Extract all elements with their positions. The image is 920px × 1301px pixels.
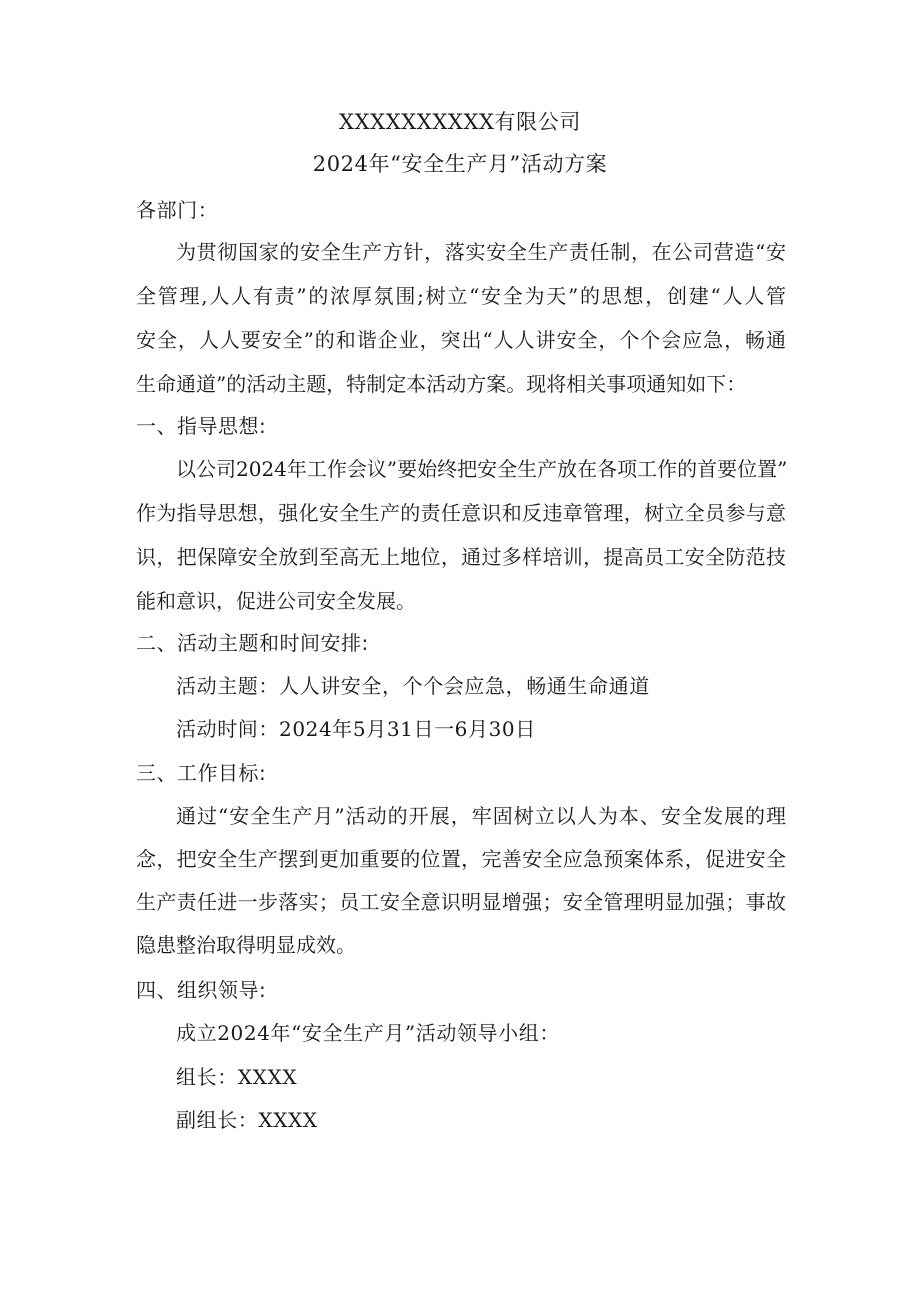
section3-line: 通过“安全生产月”活动的开展，牢固树立以人为本、安全发展的理: [176, 804, 786, 828]
section3-line: 隐患整治取得明显成效。: [136, 933, 356, 957]
section2-heading: 二、活动主题和时间安排:: [136, 631, 369, 655]
section1-line: 识，把保障安全放到至高无上地位，通过多样培训，提高员工安全防范技: [136, 545, 786, 569]
activity-time: 活动时间：2024年5月31日一6月30日: [176, 717, 536, 741]
intro-line: 安全，人人要安全”的和谐企业，突出“人人讲安全，个个会应急，畅通: [136, 328, 786, 352]
intro-line: 全管理,人人有责”的浓厚氛围;树立“安全为天”的思想，创建“人人管: [136, 284, 786, 308]
section1-line: 能和意识，促进公司安全发展。: [136, 589, 416, 613]
deputy-group-leader: 副组长：XXXX: [176, 1108, 318, 1132]
section3-heading: 三、工作目标:: [136, 761, 267, 785]
greeting: 各部门：: [136, 198, 219, 222]
activity-theme: 活动主题：人人讲安全，个个会应急，畅通生命通道: [176, 674, 650, 698]
section3-line: 念，把安全生产摆到更加重要的位置，完善安全应急预案体系，促进安全: [136, 847, 786, 871]
section4-heading: 四、组织领导:: [136, 978, 267, 1002]
section3-line: 生产责任进一步落实；员工安全意识明显增强；安全管理明显加强；事故: [136, 890, 786, 914]
section1-line: 以公司2024年工作会议”要始终把安全生产放在各项工作的首要位置”: [176, 457, 788, 481]
section1-line: 作为指导思想，强化安全生产的责任意识和反违章管理，树立全员参与意: [136, 501, 786, 525]
intro-line: 生命通道”的活动主题，特制定本活动方案。现将相关事项通知如下：: [136, 372, 747, 396]
section1-heading: 一、指导思想:: [136, 414, 267, 438]
plan-title: 2024年“安全生产月”活动方案: [312, 152, 608, 176]
company-title: XXXXXXXXXX有限公司: [339, 110, 581, 134]
group-leader: 组长：XXXX: [176, 1065, 298, 1089]
leadership-group-line: 成立2024年“安全生产月”活动领导小组：: [176, 1021, 560, 1045]
intro-line: 为贯彻国家的安全生产方针，落实安全生产责任制，在公司营造“安: [176, 240, 786, 264]
